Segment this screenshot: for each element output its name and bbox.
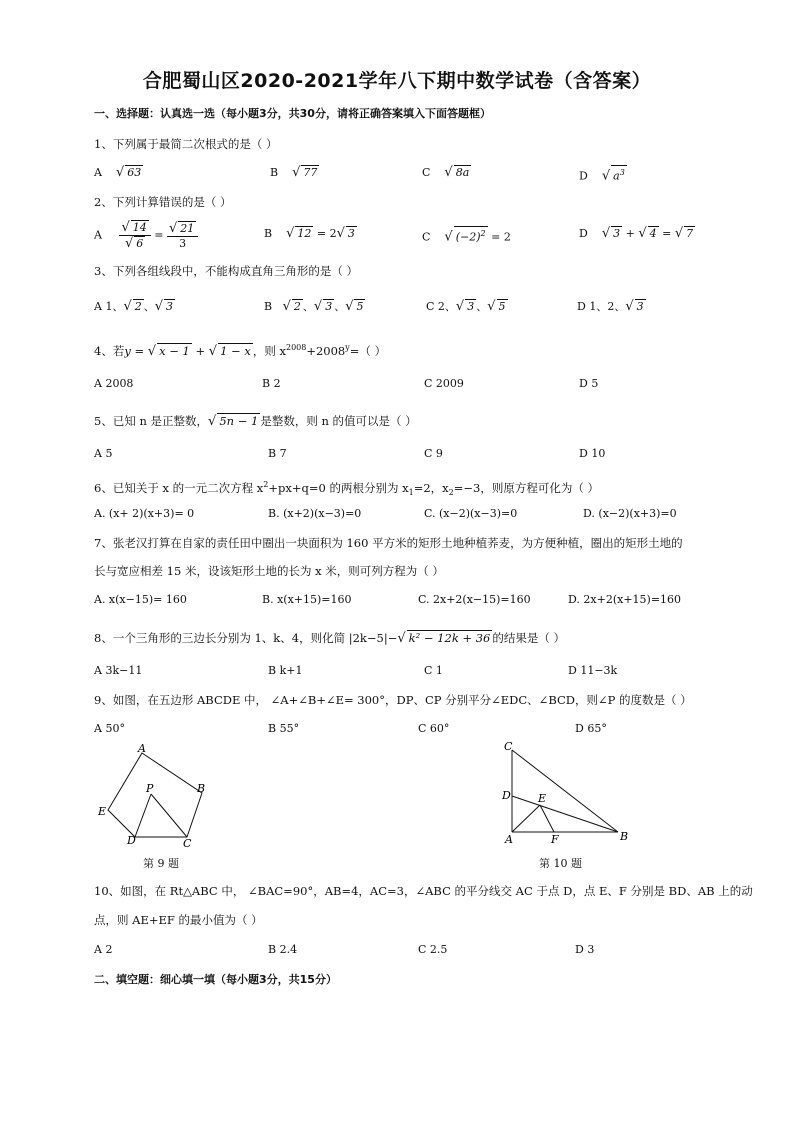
question-9-stem: 9、如图，在五边形 ABCDE 中， ∠A+∠B+∠E= 300°，DP、CP 分别平分∠EDC、∠BCD，则∠P 的度数是（ ） (94, 693, 692, 707)
q4-option-c: C 2009 (424, 377, 464, 390)
q7-option-b: B. x(x+15)=160 (262, 593, 352, 606)
fig9-label-d: D (127, 834, 136, 847)
q8-option-b: B k+1 (268, 664, 303, 677)
fig10-label-b: B (620, 830, 629, 843)
q2-option-d: D √ 3 + √ 4 = √ 7 (579, 226, 694, 241)
q7-option-c: C. 2x+2(x−15)=160 (418, 593, 531, 606)
q7-option-d: D. 2x+2(x+15)=160 (568, 593, 682, 606)
question-3-stem: 3、下列各组线段中，不能构成直角三角形的是（ ） (94, 264, 358, 278)
fig10-label-c: C (504, 740, 513, 753)
figure-9-pentagon (90, 740, 230, 850)
question-4-stem: 4、若y = √ x − 1 + √ 1 − x ，则 $x^{2008}+2008^y=$（ ） (94, 343, 387, 359)
q2-option-b: B √ 12 = 2√ 3 (264, 226, 355, 241)
figure-10-triangle (496, 740, 636, 850)
section-2-heading: 二、填空题：细心填一填（每小题3分，共15分） (94, 973, 337, 986)
question-5-stem: 5、已知 n 是正整数，√ 5n − 1 是整数，则 n 的值可以是（ ） (94, 414, 417, 429)
question-7-stem-line-1: 7、张老汉打算在自家的责任田中圈出一块面积为 160 平方米的矩形土地种植荞麦，为方便种植，圈出的矩形土地的 (94, 536, 683, 550)
fig10-label-e: E (538, 792, 547, 805)
q1-option-a: A √ 63 (94, 165, 142, 180)
question-10-stem-line-2: 点，则 AE+EF 的最小值为（ ） (94, 913, 263, 927)
section-1-heading: 一、选择题：认真选一选（每小题3分，共30分，请将正确答案填入下面答题框） (94, 107, 491, 120)
fig9-label-p: P (146, 782, 154, 795)
q1-option-c: C √ 8a (422, 165, 470, 180)
q9-option-d: D 65° (575, 722, 607, 735)
q6-option-b: B. (x+2)(x−3)=0 (268, 507, 362, 520)
page-title: 合肥蜀山区2020-2021学年八下期中数学试卷（含答案） (142, 70, 652, 92)
fig9-label-b: B (197, 782, 206, 795)
fig10-label-d: D (502, 789, 511, 802)
q7-option-a: A. x(x−15)= 160 (94, 593, 187, 606)
q5-option-b: B 7 (268, 447, 287, 460)
fig10-label-f: F (551, 833, 559, 846)
question-7-stem-line-2: 长与宽应相差 15 米，设该矩形土地的长为 x 米，则可列方程为（ ） (94, 564, 444, 578)
fig9-label-e: E (98, 805, 107, 818)
question-2-stem: 2、下列计算错误的是（ ） (94, 195, 232, 209)
q2-option-a: A $\frac{√ 14}{√ 6}$ = $\frac{√ 21}{3}$ (94, 220, 198, 251)
q9-option-c: C 60° (418, 722, 450, 735)
question-1-stem: 1、下列属于最简二次根式的是（ ） (94, 137, 278, 151)
q5-option-a: A 5 (94, 447, 113, 460)
q8-option-a: A 3k−11 (94, 664, 143, 677)
question-6-stem: 6、已知关于 x 的一元二次方程 $x^2+px+q=0$ 的两根分别为 $x_1=2$，$x_2=-3$，则原方程可化为（ ） (94, 480, 599, 498)
fig9-label-a: A (138, 742, 146, 755)
q3-option-a: A 1、√ 2 、√ 3 (94, 299, 174, 314)
q6-option-c: C. (x−2)(x−3)=0 (424, 507, 518, 520)
q3-option-d: D 1、2、√ 3 (577, 299, 644, 314)
question-10-stem-line-1: 10、如图，在 Rt△ABC 中， ∠BAC=90°，AB=4，AC=3，∠ABC 的平分线交 AC 于点 D，点 E、F 分别是 BD、AB 上的动 (94, 884, 753, 898)
q10-option-d: D 3 (575, 943, 595, 956)
q2-option-c: C √ $(-2)^2 = 2$ (422, 226, 511, 246)
q1-option-d: D √ $a^3$ (579, 165, 627, 185)
q9-option-a: A 50° (94, 722, 125, 735)
fig10-label-a: A (505, 833, 513, 846)
q10-option-c: C 2.5 (418, 943, 448, 956)
q4-option-b: B 2 (262, 377, 281, 390)
q6-option-d: D. (x−2)(x+3)=0 (583, 507, 677, 520)
q8-option-d: D 11−3k (568, 664, 618, 677)
q4-option-d: D 5 (579, 377, 599, 390)
q6-option-a: A. (x+ 2)(x+3)= 0 (94, 507, 195, 520)
q10-option-b: B 2.4 (268, 943, 298, 956)
q9-option-b: B 55° (268, 722, 300, 735)
q5-option-d: D 10 (579, 447, 606, 460)
q1-option-b: B √ 77 (270, 165, 318, 180)
fig9-label-c: C (183, 837, 192, 850)
q10-option-a: A 2 (94, 943, 113, 956)
q3-option-b: B √ 2 、√ 3 、√ 5 (264, 299, 364, 314)
q3-option-c: C 2、√ 3 、√ 5 (426, 299, 506, 314)
q5-option-c: C 9 (424, 447, 443, 460)
question-8-stem: 8、一个三角形的三边长分别为 1、k、4，则化简 |2k−5|−√ k² − 12k + 36 的结果是（ ） (94, 631, 566, 646)
figure-10-caption: 第 10 题 (539, 857, 582, 870)
figure-9-caption: 第 9 题 (143, 857, 179, 870)
q4-option-a: A 2008 (94, 377, 134, 390)
q8-option-c: C 1 (424, 664, 443, 677)
